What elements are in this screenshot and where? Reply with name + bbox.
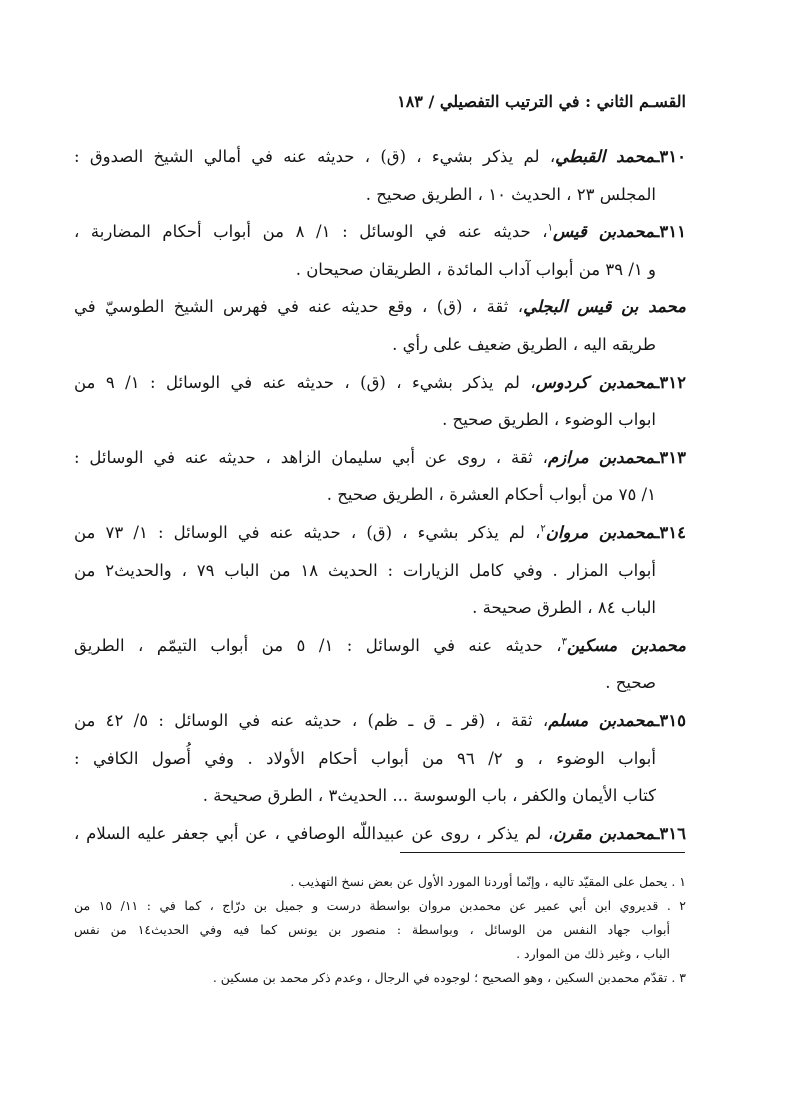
entry-316-line-1 [74, 815, 686, 853]
footnote-2-line-1: ٢ . قديروي ابن أبي عمير عن محمدبن مروان بواسطة درست و جميل بن درّاج ، كما في : ١١/ ١٥ من [74, 898, 687, 913]
footnotes [74, 870, 686, 990]
entry-315-line-3: كتاب الأيمان والكفر ، باب الوسوسة ... الحديث٣ ، الطرق صحيحة . [202, 786, 656, 806]
footnote-2-line-3: الباب ، وغير ذلك من الموارد . [516, 946, 670, 961]
entry-text: ، لم يذكر بشيء ، (ق) ، حديثه عنه في الوسائل : ١/ ٧٣ من [74, 522, 541, 542]
entry-text: ، لم يذكر بشيء ، (ق) ، حديثه عنه في أمالي الشيخ الصدوق : [74, 147, 556, 166]
entry-text: ، حديثه عنه في الوسائل : ١/ ٥ من أبواب التيمّم ، الطريق [74, 635, 562, 655]
entry-text: ، ثقة ، (ق) ، وقع حديثه عنه في فهرس الشيخ الطوسيّ في [74, 297, 524, 317]
entry-number: ٣١٠ـ [654, 147, 686, 166]
entry-name: محمد بن قيس البجلي [523, 297, 686, 317]
footnote-marker-2: ٢ [540, 523, 546, 535]
footnote-marker-3: ٣ [561, 636, 567, 648]
entry-311-line-1 [74, 213, 686, 251]
entry-313-line-2: ١/ ٧٥ من أبواب أحكام العشرة ، الطريق صحيح . [326, 485, 656, 505]
entry-name: محمدبن قيس [552, 222, 655, 242]
entry-number: ٣١٦ـ [654, 823, 686, 843]
entries-body [74, 138, 686, 852]
entry-number: ٣١٣ـ [654, 447, 687, 467]
entry-number: ٣١١ـ [654, 222, 686, 242]
entry-314-line-1 [74, 514, 686, 552]
entry-name: محمد القبطي [555, 147, 655, 166]
entry-312-line-2: ابواب الوضوء ، الطريق صحيح . [442, 410, 656, 430]
entry-text: ، لم يذكر ، روى عن عبيداللّه الوصافي ، عن أبي جعفر عليه السلام ، [74, 823, 554, 843]
entry-314-sub-line-1 [74, 627, 686, 665]
entry-311-sub-line-1 [74, 288, 686, 326]
entry-313-line-1 [74, 439, 686, 477]
entry-310-line-1 [74, 138, 686, 176]
entry-311-sub-line-2: طريقه اليه ، الطريق ضعيف على رأي . [392, 334, 656, 354]
entry-text: ، لم يذكر بشيء ، (ق) ، حديثه عنه في الوسائل : ١/ ٩ من [74, 372, 536, 392]
entry-number: ٣١٤ـ [654, 522, 687, 542]
entry-312-line-1 [74, 364, 686, 402]
footnote-2-line-2: أبواب جهاد النفس من الوسائل ، وبواسطة : منصور بن يونس كما فيه وفي الحديث١٤ من نفس [74, 922, 670, 937]
entry-314-line-3: الباب ٨٤ ، الطرق صحيحة . [472, 598, 656, 618]
entry-number: ٣١٢ـ [654, 372, 686, 392]
entry-name: محمدبن مرازم [547, 447, 655, 467]
footnote-1: ١ . يحمل على المقيّد تاليه ، وإنّما أوردنا المورد الأول عن بعض نسخ التهذيب . [290, 874, 686, 889]
footnote-marker-1: ١ [547, 222, 553, 234]
entry-name: محمدبن مقرن [553, 823, 655, 843]
entry-314-sub-line-2: صحيح . [605, 673, 656, 693]
entry-text: ، ثقة ، روى عن أبي سليمان الزاهد ، حديثه عنه في الوسائل : [74, 447, 548, 467]
footnote-divider [400, 852, 685, 853]
entry-311-line-2: و ١/ ٣٩ من أبواب آداب المائدة ، الطريقان صحيحان . [295, 259, 656, 279]
entry-text: ، ثقة ، (قر ـ ق ـ ظم) ، حديثه عنه في الوسائل : ٥/ ٤٢ من [74, 710, 549, 730]
entry-name: محمدبن مروان [545, 522, 655, 542]
footnote-3: ٣ . تقدّم محمدبن السكين ، وهو الصحيح ؛ لوجوده في الرجال ، وعدم ذكر محمد بن مسكين . [212, 970, 686, 985]
entry-name: محمدبن مسكين [566, 635, 686, 655]
entry-314-line-2: أبواب المزار . وفي كامل الزيارات : الحديث ١٨ من الباب ٧٩ ، والحديث٢ من [74, 560, 656, 580]
entry-number: ٣١٥ـ [654, 710, 686, 730]
entry-name: محمدبن كردوس [535, 372, 655, 392]
entry-315-line-1 [74, 702, 686, 740]
entry-315-line-2: أبواب الوضوء ، و ٢/ ٩٦ من أبواب أحكام الأولاد . وفي أُصول الكافي : [74, 748, 656, 768]
entry-310-line-2: المجلس ٢٣ ، الحديث ١٠ ، الطريق صحيح . [365, 184, 656, 204]
running-header: القسـم الثاني : في الترتيب التفصيلي / ١٨٣ [397, 92, 686, 111]
entry-text: ، حديثه عنه في الوسائل : ١/ ٨ من أبواب أحكام المضاربة ، [74, 222, 548, 242]
entry-name: محمدبن مسلم [548, 710, 655, 730]
